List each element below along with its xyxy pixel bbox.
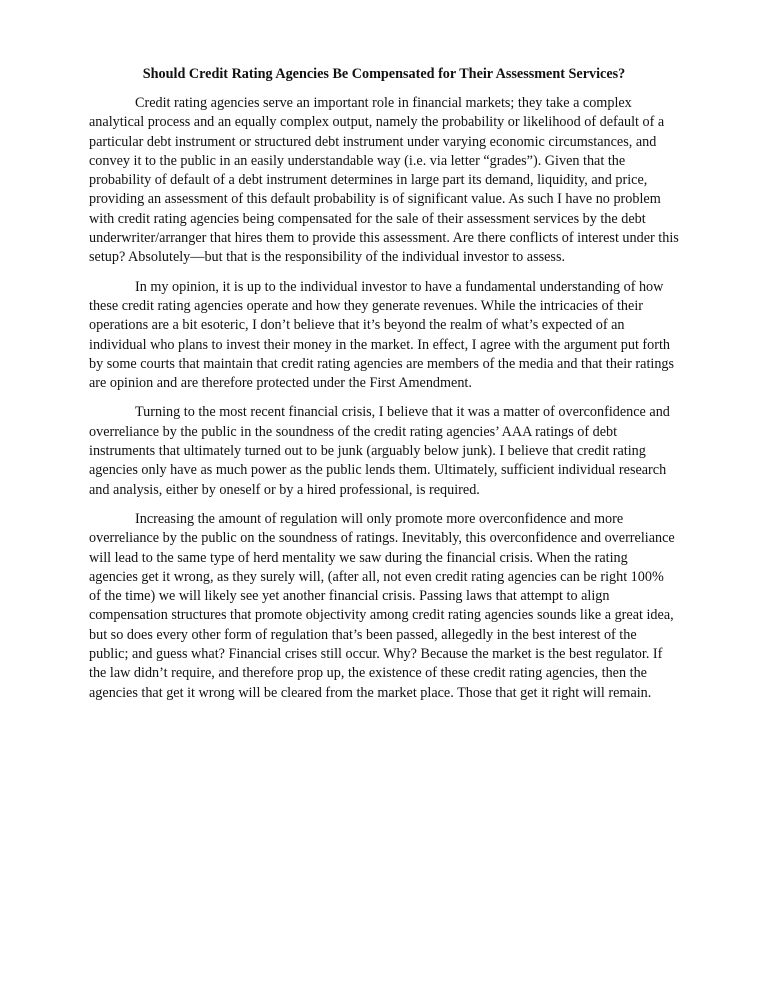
paragraph-3: Turning to the most recent financial crisis, I believe that it was a matter of overconfidence and overreliance by the public in the soundness of the credit rating agencies’ AAA ratings of debt instruments that ultimately turned out to be junk (arguably below junk). I believe that credit rating agencies only have as much power as the public lends them. Ultimately, sufficient individual research and analysis, either by oneself or by a hired professional, is required. (89, 404, 670, 498)
paragraph-4: Increasing the amount of regulation will only promote more overconfidence and more overreliance by the public on the soundness of ratings. Inevitably, this overconfidence and overreliance will lead to the same type of herd mentality we saw during the financial crisis. When the rating agencies get it wrong, as they surely will, (after all, not even credit rating agencies can be right 100% of the time) we will likely see yet another financial crisis. Passing laws that attempt to align compensation structures that promote objectivity among credit rating agencies sounds like a great idea, but so does every other form of regulation that’s been passed, allegedly in the best interest of the public; and guess what? Financial crises still occur. Why? Because the market is the best regulator. If the law didn’t require, and therefore prop up, the existence of these credit rating agencies, then the agencies that get it wrong will be cleared from the market place. Those that get it right will remain. (89, 510, 675, 701)
paragraph-2: In my opinion, it is up to the individual investor to have a fundamental understanding of how these credit rating agencies operate and how they generate revenues. While the intricacies of their operations are a bit esoteric, I don’t believe that it’s beyond the realm of what’s expected of an individual who plans to invest their money in the market. In effect, I agree with the argument put forth by some courts that maintain that credit rating agencies are members of the media and that their ratings are opinion and are therefore protected under the First Amendment. (89, 278, 675, 392)
document-title: Should Credit Rating Agencies Be Compensated for Their Assessment Services? (142, 66, 626, 82)
document-body (89, 64, 679, 713)
paragraph-1: Credit rating agencies serve an important role in financial markets; they take a complex analytical process and an equally complex output, namely the probability or likelihood of default of a particular debt instrument or structured debt instrument under varying economic circumstances, and convey it to the public in an easily understandable way (i.e. via letter “grades”). Given that the probability of default of a debt instrument determines in large part its demand, liquidity, and price, providing an assessment of this default probability is of significant value. As such I have no problem with credit rating agencies being compensated for the sale of their assessment services by the debt underwriter/arranger that hires them to provide this assessment. Are there conflicts of interest under this setup? Absolutely—but that is the responsibility of the individual investor to assess. (89, 95, 679, 266)
